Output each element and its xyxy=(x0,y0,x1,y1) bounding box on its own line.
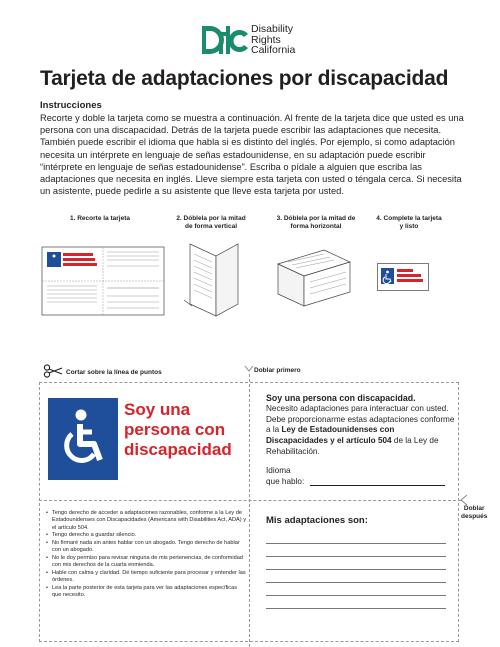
step-4-illustration xyxy=(377,263,429,291)
step-1-label: 1. Recorte la tarjeta xyxy=(70,215,130,222)
rights-item: • Tengo derecho a guardar silencio. xyxy=(46,532,246,539)
fold-first-label: Doblar primero xyxy=(254,367,301,374)
cut-instruction: Cortar sobre la línea de puntos xyxy=(66,369,162,376)
accessibility-symbol xyxy=(48,398,118,480)
fold-line-horizontal xyxy=(39,500,461,501)
rights-item: • Hable con calma y claridad. Dé tiempo suficiente para procesar y entender las órdenes. xyxy=(46,570,246,585)
step-3-illustration xyxy=(274,246,354,310)
step-1-illustration xyxy=(41,246,165,316)
card-back-heading: Soy una persona con discapacidad. xyxy=(266,393,416,403)
logo-line-2: Rights xyxy=(251,33,281,46)
adaptation-line[interactable] xyxy=(266,569,446,570)
step-2-illustration xyxy=(178,240,242,320)
scissors-icon xyxy=(43,364,63,378)
fold-line-vertical xyxy=(249,374,250,647)
drc-logo-icon xyxy=(200,18,250,58)
drc-logo xyxy=(200,18,310,58)
logo-line-3: California xyxy=(251,44,296,56)
rights-item: • No firmaré nada sin antes hablar con un abogado. Tengo derecho de hablar con un abogado. xyxy=(46,540,246,555)
logo-line-1: Disability xyxy=(251,23,294,35)
rights-item: • Tengo derecho de acceder a adaptaciones razonables, conforme a la Ley de Estadounidenses con Discapacidades (Americans with Disabilities Act, ADA) y el artículo 504. xyxy=(46,510,246,532)
adaptations-heading: Mis adaptaciones son: xyxy=(266,515,368,526)
language-field[interactable] xyxy=(310,485,445,486)
card-back-statement xyxy=(266,393,456,458)
adaptation-line[interactable] xyxy=(266,582,446,583)
fold-after-label: Doblar después xyxy=(461,505,488,520)
rights-item: • Lea la parte posterior de esta tarjeta para ver las adaptaciones específicas que necesito. xyxy=(46,585,246,600)
rights-list xyxy=(46,510,246,600)
fold-arrow-down-icon xyxy=(244,365,254,373)
adaptation-line[interactable] xyxy=(266,595,446,596)
step-4-label: 4. Complete la tarjeta y listo xyxy=(376,215,442,230)
adaptation-line[interactable] xyxy=(266,608,446,609)
step-2-label: 2. Dóblela por la mitad de forma vertical xyxy=(176,215,246,230)
adaptation-line[interactable] xyxy=(266,543,446,544)
rights-item: • No le doy permiso para revisar ninguna de mis pertenencias, de conformidad con mis derechos de la cuarta enmienda. xyxy=(46,555,246,570)
language-field-label: Idioma que hablo: xyxy=(266,466,305,486)
badge-heading: Soy una persona con discapacidad xyxy=(124,400,232,459)
wheelchair-icon xyxy=(48,398,118,480)
page-title: Tarjeta de adaptaciones por discapacidad xyxy=(40,67,449,90)
instructions-heading: Instrucciones xyxy=(40,100,102,111)
adaptation-line[interactable] xyxy=(266,556,446,557)
step-3-label: 3. Dóblela por la mitad de forma horizontal xyxy=(276,215,356,230)
disability-badge xyxy=(48,398,248,480)
card-back-text: Necesito adaptaciones para interactuar con usted. Debe proporcionarme estas adaptaciones conforme a la Ley de Estadounidenses con Discapacidades y el artículo 504 de la Ley de Rehabilitación. xyxy=(266,403,455,456)
instructions-body: Recorte y doble la tarjeta como se muestra a continuación. Al frente de la tarjeta dice que usted es una persona con una discapacidad. Detrás de la tarjeta puede escribir las adaptaciones que necesita. También puede escribir el idioma que habla si es distinto del inglés. Por ejemplo, si como adaptación necesita un intérprete en lenguaje de señas estadounidense, en su adaptación puede escribir “intérprete en lenguaje de señas estadounidense”. Escriba o pídale a alguien que escriba las adaptaciones que necesita en inglés. Lleve siempre esta tarjeta con usted o téngala cerca. Si necesita un asistente, puede pedirle a su asistente que lleve esta tarjeta por usted. xyxy=(40,113,464,197)
